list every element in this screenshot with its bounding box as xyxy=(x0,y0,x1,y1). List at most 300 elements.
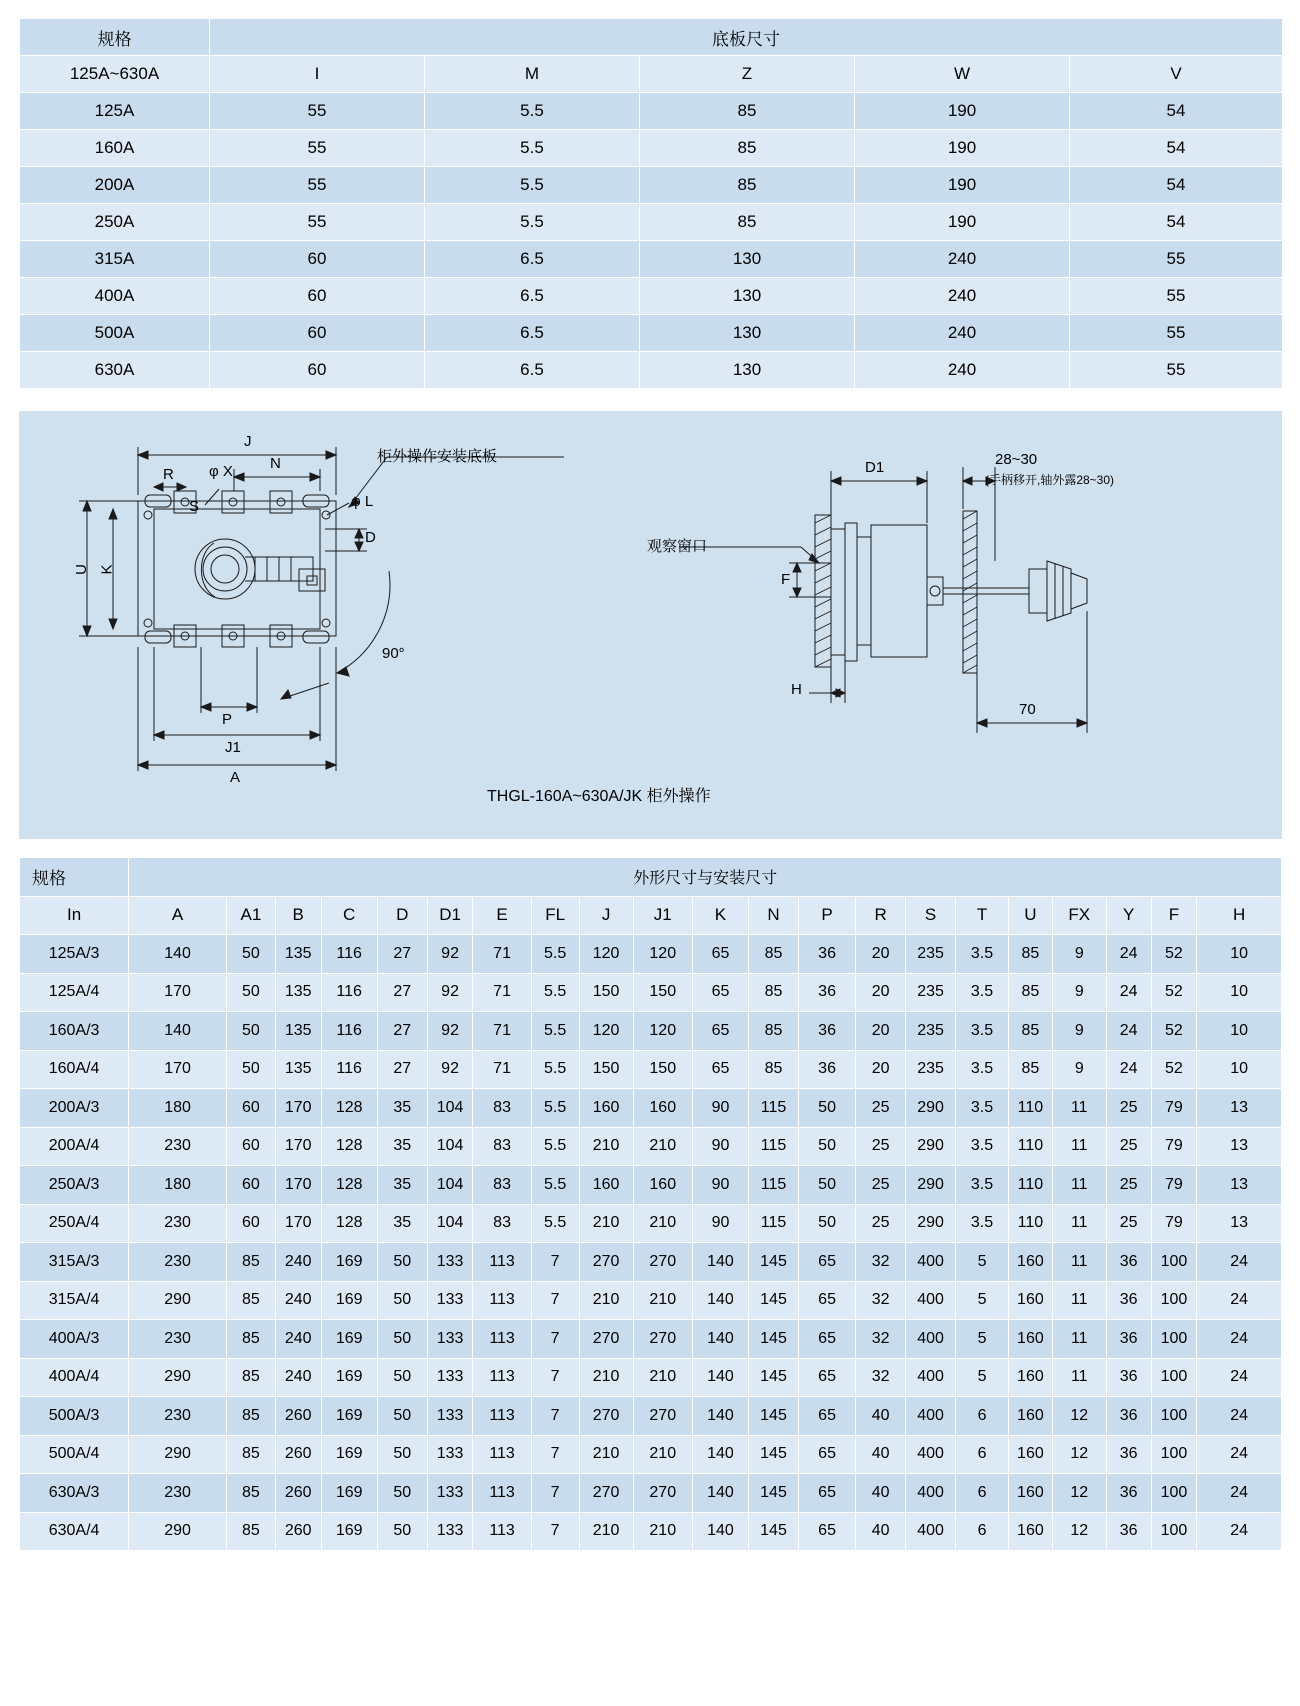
cell-T: 3.5 xyxy=(956,1204,1009,1243)
cell-D: 50 xyxy=(377,1435,427,1474)
col-A1: A1 xyxy=(226,896,275,935)
cell-K: 140 xyxy=(692,1435,748,1474)
cell-S: 400 xyxy=(906,1435,956,1474)
cell-B: 240 xyxy=(275,1243,321,1282)
baseplate-group-header: 底板尺寸 xyxy=(210,19,1283,56)
col-M: M xyxy=(425,56,640,93)
cell-T: 6 xyxy=(956,1474,1009,1513)
cell-FL: 7 xyxy=(531,1435,579,1474)
cell-F: 100 xyxy=(1151,1512,1197,1551)
cell-D1: 133 xyxy=(427,1358,473,1397)
cell-C: 169 xyxy=(321,1435,377,1474)
table-row xyxy=(20,1358,1282,1397)
cell-H: 13 xyxy=(1197,1204,1282,1243)
table2-header-row xyxy=(20,858,1282,897)
cell-A1: 60 xyxy=(226,1089,275,1128)
row-spec: 630A xyxy=(20,352,210,389)
cell-U: 160 xyxy=(1009,1358,1053,1397)
cell-A: 170 xyxy=(129,973,227,1012)
cell-S: 290 xyxy=(906,1089,956,1128)
cell-R: 20 xyxy=(856,1012,906,1051)
cell-C: 169 xyxy=(321,1512,377,1551)
cell-T: 5 xyxy=(956,1243,1009,1282)
cell-H: 24 xyxy=(1197,1397,1282,1436)
table-row xyxy=(20,973,1282,1012)
table-row xyxy=(20,935,1282,974)
row-spec: 160A xyxy=(20,130,210,167)
cell-W: 240 xyxy=(855,315,1070,352)
row-spec: 315A/3 xyxy=(20,1243,129,1282)
cell-S: 400 xyxy=(906,1397,956,1436)
cell-D1: 104 xyxy=(427,1127,473,1166)
cell-D1: 133 xyxy=(427,1320,473,1359)
cell-P: 36 xyxy=(798,973,855,1012)
cell-R: 25 xyxy=(856,1166,906,1205)
cell-M: 6.5 xyxy=(425,352,640,389)
cell-C: 128 xyxy=(321,1127,377,1166)
cell-J: 210 xyxy=(579,1281,633,1320)
cell-J1: 210 xyxy=(633,1127,692,1166)
col-J1: J1 xyxy=(633,896,692,935)
cell-T: 3.5 xyxy=(956,973,1009,1012)
cell-R: 25 xyxy=(856,1204,906,1243)
cell-C: 169 xyxy=(321,1397,377,1436)
cell-J: 160 xyxy=(579,1089,633,1128)
row-spec: 400A/4 xyxy=(20,1358,129,1397)
cell-FX: 12 xyxy=(1052,1474,1106,1513)
cell-K: 65 xyxy=(692,973,748,1012)
cell-Y: 24 xyxy=(1106,935,1151,974)
cell-S: 235 xyxy=(906,1050,956,1089)
cell-R: 32 xyxy=(856,1281,906,1320)
cell-Z: 130 xyxy=(640,315,855,352)
cell-N: 145 xyxy=(749,1512,799,1551)
cell-H: 13 xyxy=(1197,1166,1282,1205)
cell-B: 135 xyxy=(275,973,321,1012)
dim-2830-note: (手柄移开,轴外露28~30) xyxy=(985,473,1115,487)
cell-N: 145 xyxy=(749,1474,799,1513)
dim-N-label: N xyxy=(270,455,281,472)
table-row xyxy=(20,1281,1282,1320)
cell-C: 169 xyxy=(321,1474,377,1513)
cell-F: 52 xyxy=(1151,1050,1197,1089)
table-row xyxy=(20,315,1283,352)
dim-J-label: J xyxy=(244,433,252,450)
cell-A1: 85 xyxy=(226,1512,275,1551)
cell-B: 170 xyxy=(275,1166,321,1205)
cell-Y: 36 xyxy=(1106,1512,1151,1551)
cell-C: 169 xyxy=(321,1358,377,1397)
cell-K: 140 xyxy=(692,1358,748,1397)
cell-P: 65 xyxy=(798,1358,855,1397)
cell-D1: 104 xyxy=(427,1089,473,1128)
cell-T: 3.5 xyxy=(956,1166,1009,1205)
cell-Y: 24 xyxy=(1106,1012,1151,1051)
cell-M: 6.5 xyxy=(425,278,640,315)
table-row xyxy=(20,130,1283,167)
cell-F: 52 xyxy=(1151,935,1197,974)
col-D1: D1 xyxy=(427,896,473,935)
cell-R: 40 xyxy=(856,1435,906,1474)
table-header-row xyxy=(20,19,1283,56)
cell-Z: 85 xyxy=(640,93,855,130)
cell-FX: 12 xyxy=(1052,1435,1106,1474)
dim-P-label: P xyxy=(222,711,233,728)
col-W: W xyxy=(855,56,1070,93)
cell-J1: 210 xyxy=(633,1281,692,1320)
cell-F: 100 xyxy=(1151,1320,1197,1359)
cell-U: 110 xyxy=(1009,1204,1053,1243)
cell-E: 71 xyxy=(473,1050,531,1089)
cell-H: 24 xyxy=(1197,1281,1282,1320)
table-row xyxy=(20,1050,1282,1089)
cell-I: 60 xyxy=(210,352,425,389)
cell-A: 180 xyxy=(129,1089,227,1128)
cell-FL: 5.5 xyxy=(531,973,579,1012)
cell-P: 50 xyxy=(798,1089,855,1128)
overall-group-header: 外形尺寸与安装尺寸 xyxy=(129,858,1282,897)
cell-FL: 5.5 xyxy=(531,1012,579,1051)
cell-U: 85 xyxy=(1009,1050,1053,1089)
cell-J1: 210 xyxy=(633,1204,692,1243)
cell-F: 100 xyxy=(1151,1474,1197,1513)
cell-Y: 25 xyxy=(1106,1166,1151,1205)
cell-B: 240 xyxy=(275,1320,321,1359)
col-N: N xyxy=(749,896,799,935)
cell-M: 5.5 xyxy=(425,93,640,130)
col-I: I xyxy=(210,56,425,93)
cell-H: 24 xyxy=(1197,1512,1282,1551)
cell-FL: 7 xyxy=(531,1281,579,1320)
diagram-caption: THGL-160A~630A/JK 柜外操作 xyxy=(487,788,711,805)
cell-U: 160 xyxy=(1009,1281,1053,1320)
cell-A: 230 xyxy=(129,1397,227,1436)
row-spec: 200A xyxy=(20,167,210,204)
cell-I: 55 xyxy=(210,204,425,241)
cell-R: 32 xyxy=(856,1243,906,1282)
cell-R: 40 xyxy=(856,1397,906,1436)
cell-U: 160 xyxy=(1009,1243,1053,1282)
cell-T: 3.5 xyxy=(956,1127,1009,1166)
cell-A: 140 xyxy=(129,1012,227,1051)
cell-D1: 92 xyxy=(427,1050,473,1089)
cell-D: 50 xyxy=(377,1474,427,1513)
cell-D1: 133 xyxy=(427,1474,473,1513)
cell-FL: 7 xyxy=(531,1512,579,1551)
cell-S: 400 xyxy=(906,1512,956,1551)
cell-T: 5 xyxy=(956,1281,1009,1320)
dim-U-label: U xyxy=(72,564,90,575)
dim-F-label: F xyxy=(781,571,791,588)
col-S: S xyxy=(906,896,956,935)
cell-Z: 85 xyxy=(640,130,855,167)
cell-H: 24 xyxy=(1197,1474,1282,1513)
dim-H-label: H xyxy=(791,681,802,698)
table-row xyxy=(20,204,1283,241)
dim-D1-label: D1 xyxy=(865,459,885,476)
cell-K: 140 xyxy=(692,1320,748,1359)
cell-P: 65 xyxy=(798,1512,855,1551)
cell-D: 50 xyxy=(377,1512,427,1551)
cell-A1: 50 xyxy=(226,1050,275,1089)
datasheet-page xyxy=(0,18,1300,1551)
cell-FX: 11 xyxy=(1052,1281,1106,1320)
cell-F: 100 xyxy=(1151,1281,1197,1320)
cell-D: 35 xyxy=(377,1127,427,1166)
cell-FL: 5.5 xyxy=(531,1050,579,1089)
row-spec: 125A/4 xyxy=(20,973,129,1012)
cell-H: 13 xyxy=(1197,1089,1282,1128)
col-D: D xyxy=(377,896,427,935)
cell-R: 25 xyxy=(856,1089,906,1128)
cell-A: 290 xyxy=(129,1435,227,1474)
cell-V: 54 xyxy=(1070,93,1283,130)
cell-P: 50 xyxy=(798,1166,855,1205)
cell-K: 90 xyxy=(692,1166,748,1205)
cell-N: 115 xyxy=(749,1127,799,1166)
cell-V: 55 xyxy=(1070,352,1283,389)
cell-A1: 85 xyxy=(226,1474,275,1513)
cell-N: 115 xyxy=(749,1166,799,1205)
cell-N: 85 xyxy=(749,1050,799,1089)
cell-J: 210 xyxy=(579,1204,633,1243)
cell-B: 135 xyxy=(275,1050,321,1089)
cell-S: 400 xyxy=(906,1358,956,1397)
col-A: A xyxy=(129,896,227,935)
cell-A1: 50 xyxy=(226,1012,275,1051)
cell-A: 170 xyxy=(129,1050,227,1089)
cell-B: 240 xyxy=(275,1358,321,1397)
cell-R: 20 xyxy=(856,1050,906,1089)
cell-FL: 7 xyxy=(531,1320,579,1359)
cell-D1: 133 xyxy=(427,1281,473,1320)
cell-J1: 270 xyxy=(633,1474,692,1513)
cell-A1: 85 xyxy=(226,1435,275,1474)
cell-FX: 11 xyxy=(1052,1089,1106,1128)
cell-W: 190 xyxy=(855,167,1070,204)
cell-D1: 92 xyxy=(427,935,473,974)
cell-U: 110 xyxy=(1009,1166,1053,1205)
observation-window-label: 观察窗口 xyxy=(647,538,708,555)
cell-T: 3.5 xyxy=(956,1050,1009,1089)
cell-J: 210 xyxy=(579,1512,633,1551)
cell-D1: 92 xyxy=(427,1012,473,1051)
cell-C: 116 xyxy=(321,973,377,1012)
panel-note-label: 柜外操作安装底板 xyxy=(377,448,498,465)
row-spec: 200A/3 xyxy=(20,1089,129,1128)
table-row xyxy=(20,1243,1282,1282)
table-row xyxy=(20,1127,1282,1166)
cell-C: 128 xyxy=(321,1204,377,1243)
cell-E: 113 xyxy=(473,1243,531,1282)
cell-A1: 50 xyxy=(226,935,275,974)
cell-A1: 50 xyxy=(226,973,275,1012)
row-spec: 160A/4 xyxy=(20,1050,129,1089)
cell-J: 120 xyxy=(579,935,633,974)
col-In: In xyxy=(20,896,129,935)
cell-N: 85 xyxy=(749,1012,799,1051)
cell-U: 110 xyxy=(1009,1127,1053,1166)
col-T: T xyxy=(956,896,1009,935)
col-P: P xyxy=(798,896,855,935)
cell-E: 113 xyxy=(473,1320,531,1359)
cell-B: 240 xyxy=(275,1281,321,1320)
cell-S: 400 xyxy=(906,1474,956,1513)
cell-J1: 160 xyxy=(633,1166,692,1205)
cell-S: 235 xyxy=(906,1012,956,1051)
table-row xyxy=(20,1435,1282,1474)
cell-S: 400 xyxy=(906,1243,956,1282)
cell-R: 40 xyxy=(856,1474,906,1513)
overall-installation-dimensions-table xyxy=(19,857,1282,1551)
cell-A1: 60 xyxy=(226,1204,275,1243)
cell-M: 6.5 xyxy=(425,315,640,352)
cell-P: 50 xyxy=(798,1127,855,1166)
table-row xyxy=(20,1320,1282,1359)
cell-D: 27 xyxy=(377,1012,427,1051)
row-spec: 500A/4 xyxy=(20,1435,129,1474)
col-F: F xyxy=(1151,896,1197,935)
col-H: H xyxy=(1197,896,1282,935)
cell-FX: 11 xyxy=(1052,1127,1106,1166)
cell-P: 65 xyxy=(798,1474,855,1513)
dim-J1-label: J1 xyxy=(225,739,241,756)
cell-J: 150 xyxy=(579,1050,633,1089)
cell-FX: 11 xyxy=(1052,1320,1106,1359)
cell-K: 90 xyxy=(692,1127,748,1166)
cell-J1: 120 xyxy=(633,935,692,974)
row-spec: 125A xyxy=(20,93,210,130)
cell-D: 50 xyxy=(377,1243,427,1282)
cell-T: 3.5 xyxy=(956,1012,1009,1051)
cell-D: 35 xyxy=(377,1204,427,1243)
cell-D: 50 xyxy=(377,1397,427,1436)
dim-phiL-label: φ L xyxy=(351,493,374,510)
cell-FX: 12 xyxy=(1052,1397,1106,1436)
cell-B: 260 xyxy=(275,1474,321,1513)
cell-F: 100 xyxy=(1151,1397,1197,1436)
cell-M: 5.5 xyxy=(425,167,640,204)
row-spec: 315A xyxy=(20,241,210,278)
table-row xyxy=(20,1012,1282,1051)
dim-K-label: K xyxy=(98,564,116,575)
col-K: K xyxy=(692,896,748,935)
cell-FL: 7 xyxy=(531,1243,579,1282)
cell-J1: 270 xyxy=(633,1320,692,1359)
cell-E: 71 xyxy=(473,1012,531,1051)
cell-FL: 5.5 xyxy=(531,1127,579,1166)
cell-D: 27 xyxy=(377,1050,427,1089)
cell-N: 145 xyxy=(749,1358,799,1397)
cell-C: 169 xyxy=(321,1243,377,1282)
cell-A1: 85 xyxy=(226,1397,275,1436)
cell-Y: 36 xyxy=(1106,1358,1151,1397)
cell-A: 230 xyxy=(129,1474,227,1513)
cell-R: 40 xyxy=(856,1512,906,1551)
dim-R-label: R xyxy=(163,466,174,483)
cell-A: 180 xyxy=(129,1166,227,1205)
cell-F: 79 xyxy=(1151,1127,1197,1166)
cell-H: 10 xyxy=(1197,935,1282,974)
row-spec: 125A/3 xyxy=(20,935,129,974)
cell-V: 55 xyxy=(1070,315,1283,352)
cell-D: 27 xyxy=(377,973,427,1012)
row-spec: 160A/3 xyxy=(20,1012,129,1051)
baseplate-dimensions-table xyxy=(19,18,1283,389)
cell-E: 113 xyxy=(473,1474,531,1513)
table-row xyxy=(20,241,1283,278)
cell-Y: 36 xyxy=(1106,1281,1151,1320)
cell-S: 290 xyxy=(906,1204,956,1243)
table2-column-header-row xyxy=(20,896,1282,935)
cell-Y: 25 xyxy=(1106,1089,1151,1128)
cell-FX: 11 xyxy=(1052,1243,1106,1282)
cell-Y: 36 xyxy=(1106,1320,1151,1359)
cell-Y: 36 xyxy=(1106,1474,1151,1513)
cell-FL: 5.5 xyxy=(531,1204,579,1243)
cell-H: 24 xyxy=(1197,1358,1282,1397)
cell-H: 24 xyxy=(1197,1435,1282,1474)
cell-J: 120 xyxy=(579,1012,633,1051)
cell-S: 235 xyxy=(906,973,956,1012)
cell-E: 113 xyxy=(473,1281,531,1320)
row-spec: 250A/3 xyxy=(20,1166,129,1205)
cell-J1: 270 xyxy=(633,1397,692,1436)
cell-K: 140 xyxy=(692,1397,748,1436)
cell-D1: 133 xyxy=(427,1243,473,1282)
cell-E: 113 xyxy=(473,1358,531,1397)
cell-E: 83 xyxy=(473,1166,531,1205)
cell-D: 50 xyxy=(377,1281,427,1320)
cell-P: 65 xyxy=(798,1397,855,1436)
cell-V: 54 xyxy=(1070,167,1283,204)
cell-C: 169 xyxy=(321,1281,377,1320)
cell-Y: 36 xyxy=(1106,1397,1151,1436)
cell-J1: 210 xyxy=(633,1358,692,1397)
cell-P: 36 xyxy=(798,1012,855,1051)
cell-K: 140 xyxy=(692,1243,748,1282)
cell-B: 260 xyxy=(275,1435,321,1474)
cell-F: 79 xyxy=(1151,1204,1197,1243)
cell-P: 65 xyxy=(798,1243,855,1282)
col-V: V xyxy=(1070,56,1283,93)
angle-label: 90° xyxy=(382,645,405,662)
col-FX: FX xyxy=(1052,896,1106,935)
cell-U: 110 xyxy=(1009,1089,1053,1128)
cell-Y: 36 xyxy=(1106,1243,1151,1282)
cell-E: 113 xyxy=(473,1435,531,1474)
spec-header: 规格 xyxy=(20,19,210,56)
cell-J: 210 xyxy=(579,1435,633,1474)
cell-S: 400 xyxy=(906,1320,956,1359)
cell-U: 160 xyxy=(1009,1474,1053,1513)
cell-U: 160 xyxy=(1009,1512,1053,1551)
cell-D: 27 xyxy=(377,935,427,974)
cell-N: 145 xyxy=(749,1435,799,1474)
table-row xyxy=(20,1204,1282,1243)
cell-FX: 11 xyxy=(1052,1166,1106,1205)
cell-E: 113 xyxy=(473,1397,531,1436)
spec-range: 125A~630A xyxy=(20,56,210,93)
cell-W: 240 xyxy=(855,352,1070,389)
table-row xyxy=(20,1474,1282,1513)
cell-J: 210 xyxy=(579,1358,633,1397)
cell-M: 5.5 xyxy=(425,204,640,241)
col-FL: FL xyxy=(531,896,579,935)
cell-D: 35 xyxy=(377,1089,427,1128)
cell-N: 145 xyxy=(749,1397,799,1436)
cell-H: 10 xyxy=(1197,1050,1282,1089)
